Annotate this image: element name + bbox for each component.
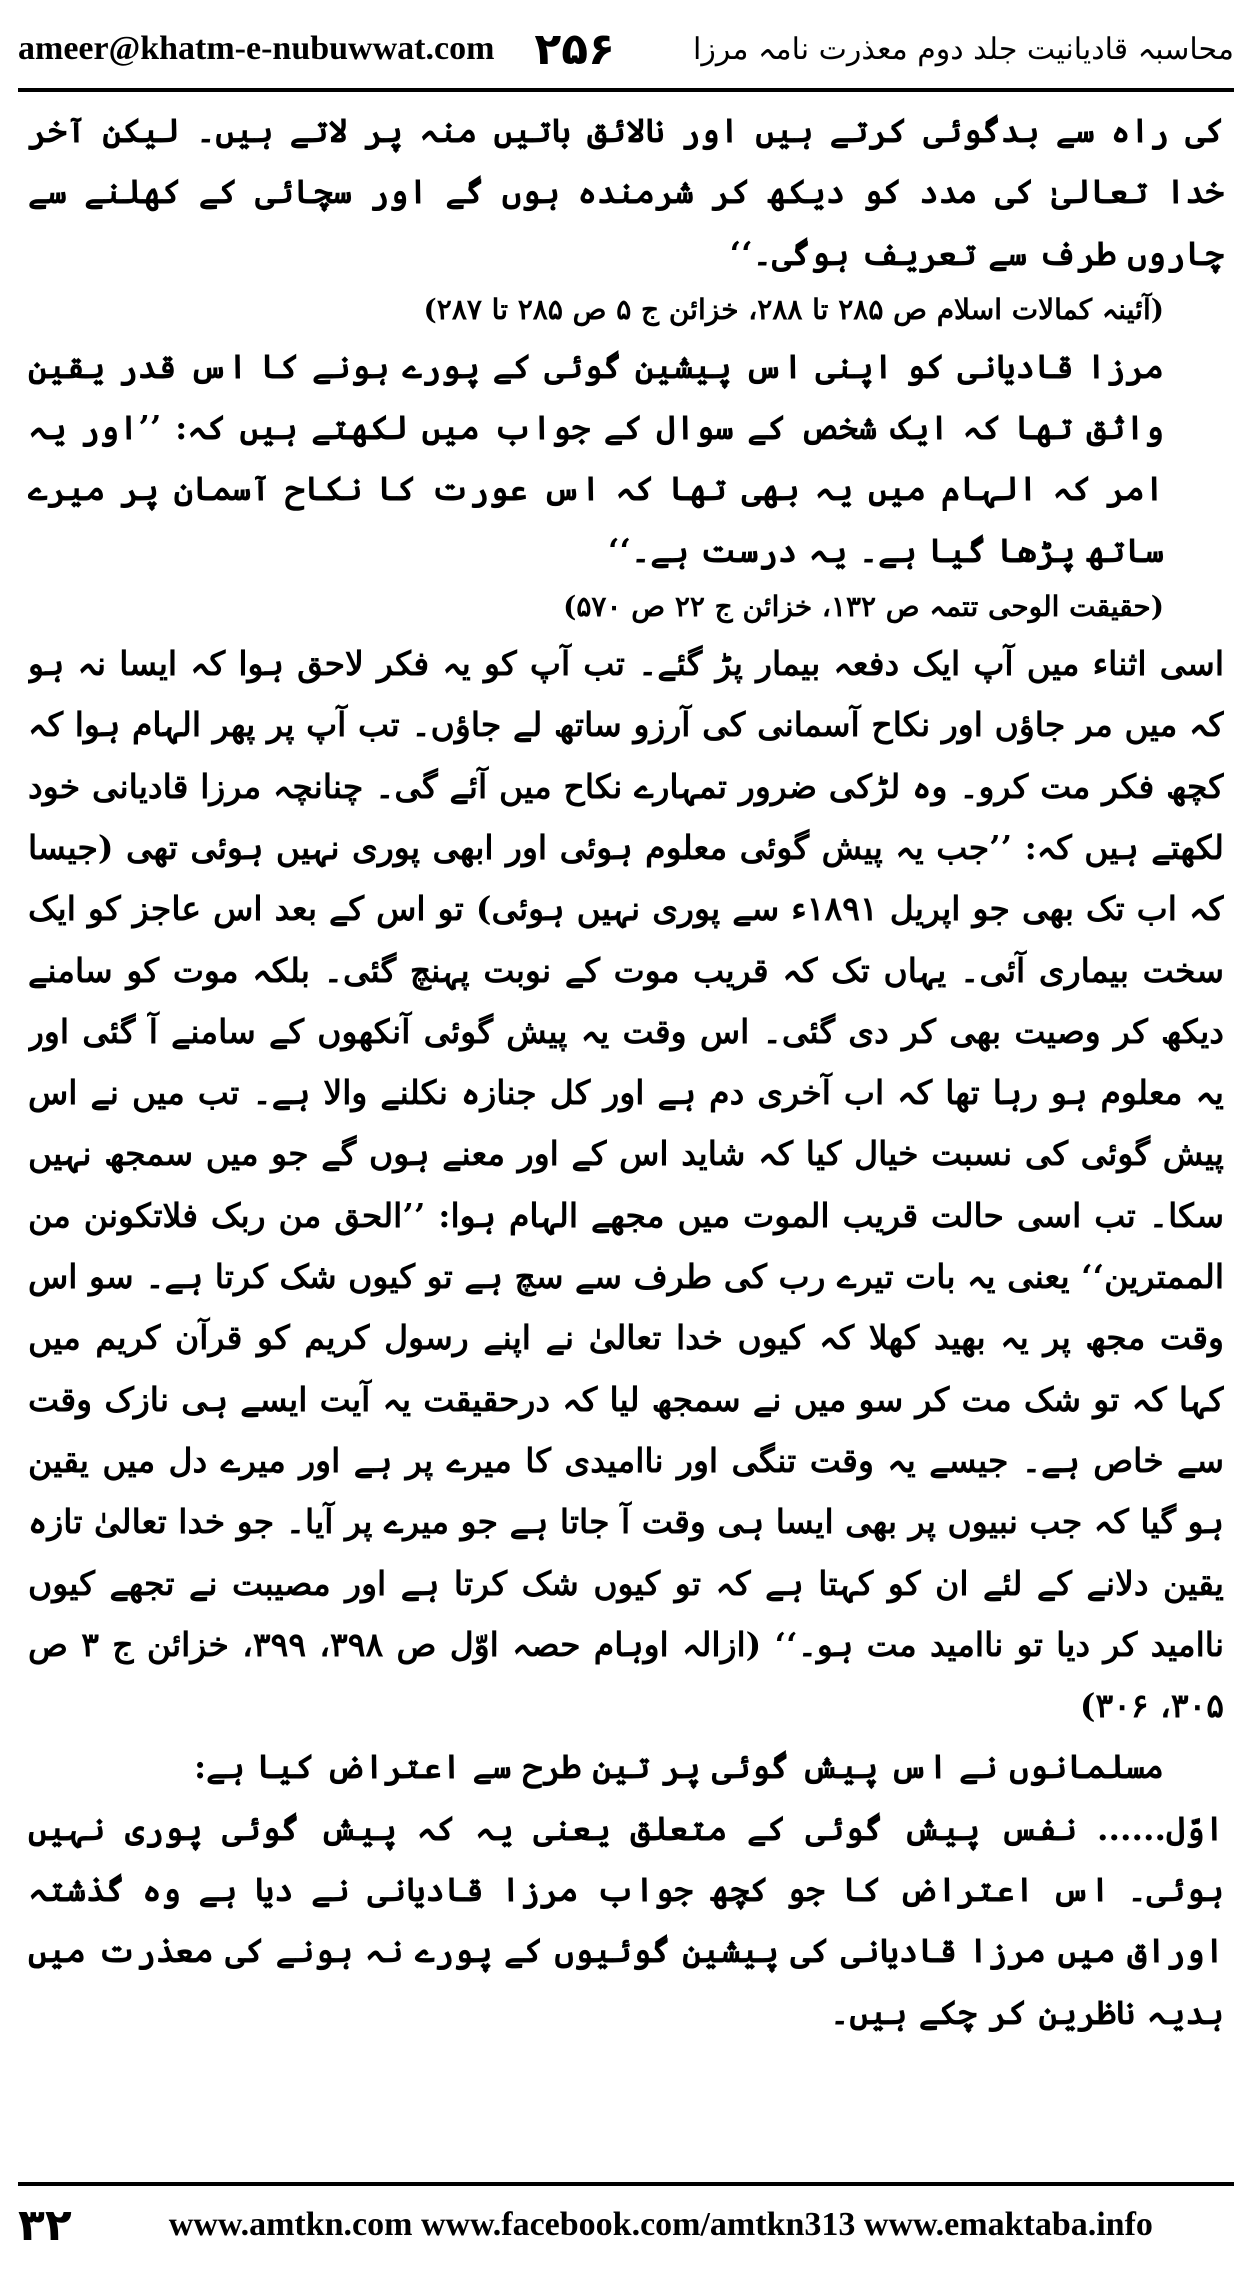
- reference-citation: (حقیقت الوحی تتمہ ص ۱۳۲، خزائن ج ۲۲ ص ۵۷۰): [563, 590, 1164, 624]
- book-title: محاسبہ قادیانیت جلد دوم معذرت نامہ مرزا: [693, 31, 1234, 67]
- signature-number: ۳۲: [18, 2199, 72, 2251]
- header-divider: [18, 88, 1234, 92]
- page-header: [18, 14, 1234, 84]
- paragraph-illness: اسی اثناء میں آپ ایک دفعہ بیمار پڑ گئے۔ تب آپ کو یہ فکر لاحق ہوا کہ ایسا نہ ہو کہ میں مر جاؤں اور نکاح آسمانی کی آرزو ساتھ لے جاؤں۔ تب آپ پر پھر الہام ہوا کہ کچھ فکر مت کرو۔ وہ لڑکی ضرور تمہارے نکاح میں آئے گی۔ چنانچہ مرزا قادیانی خود لکھتے ہیں کہ: ’’جب یہ پیش گوئی معلوم ہوئی اور ابھی پوری نہیں ہوئی تھی (جیسا کہ اب تک بھی جو اپریل ۱۸۹۱ء سے پوری نہیں ہوئی) تو اس کے بعد اس عاجز کو ایک سخت بیماری آئی۔ یہاں تک کہ قریب موت کے نوبت پہنچ گئی۔ بلکہ موت کو سامنے دیکھ کر وصیت بھی کر دی گئی۔ اس وقت یہ پیش گوئی آنکھوں کے سامنے آ گئی اور یہ معلوم ہو رہا تھا کہ اب آخری دم ہے اور کل جنازہ نکلنے والا ہے۔ تب میں نے اس پیش گوئی کی نسبت خیال کیا کہ شاید اس کے اور معنے ہوں گے جو میں سمجھ نہیں سکا۔ تب اسی حالت قریب الموت میں مجھے الہام ہوا: ’’الحق من ربک فلاتکونن من الممترین‘‘ یعنی یہ بات تیرے رب کی طرف سے سچ ہے تو کیوں شک کرتا ہے۔ سو اس وقت مجھ پر یہ بھید کھلا کہ کیوں خدا تعالیٰ نے اپنے رسول کریم کو قرآن کریم میں کہا کہ تو شک مت کر سو میں نے سمجھ لیا کہ درحقیقت یہ آیت ایسے ہی نازک وقت سے خاص ہے۔ جیسے یہ وقت تنگی اور ناامیدی کا میرے پر ہے اور میرے دل میں یقین ہو گیا کہ جب نبیوں پر بھی ایسا ہی وقت آ جاتا ہے جو میرے پر آیا۔ جو خدا تعالیٰ تازہ یقین دلانے کے لئے ان کو کہتا ہے کہ تو کیوں شک کرتا ہے اور مصیبت نے تجھے کیوں ناامید کر دیا تو ناامید مت ہو۔‘‘ (ازالہ اوہام حصہ اوّل ص ۳۹۸، ۳۹۹، خزائن ج ۳ ص ۳۰۵، ۳۰۶): [28, 644, 1224, 1726]
- header-email: ameer@khatm-e-nubuwwat.com: [18, 30, 495, 67]
- paragraph-first-objection: اوّل...... نفس پیش گوئی کے متعلق یعنی یہ کہ پیش گوئی پوری نہیں ہوئی۔ اس اعتراض کا جو کچھ جواب مرزا قادیانی نے دیا ہے وہ گذشتہ اوراق میں مرزا قادیانی کی پیشین گوئیوں کے پورے نہ ہونے کی معذرت میں ہدیہ ناظرین کر چکے ہیں۔: [28, 1808, 1224, 2032]
- paragraph-objections: مسلمانوں نے اس پیش گوئی پر تین طرح سے اعتراض کیا ہے:: [193, 1747, 1164, 1787]
- page-body: [28, 100, 1224, 2170]
- page-number: ۲۵۶: [534, 23, 615, 75]
- reference-citation: (آئینہ کمالات اسلام ص ۲۸۵ تا ۲۸۸، خزائن ج ۵ ص ۲۸۵ تا ۲۸۷): [423, 292, 1164, 326]
- page-footer: [18, 2182, 1234, 2266]
- footer-links: www.amtkn.com www.facebook.com/amtkn313 www.emaktaba.info: [168, 2206, 1153, 2243]
- paragraph-certainty: مرزا قادیانی کو اپنی اس پیشین گوئی کے پورے ہونے کا اس قدر یقین واثق تھا کہ ایک شخص کے سوال کے جواب میں لکھتے ہیں کہ: ’’اور یہ امر کہ الہام میں یہ بھی تھا کہ اس عورت کا نکاح آسمان پر میرے ساتھ پڑھا گیا ہے۔ یہ درست ہے۔‘‘: [28, 346, 1164, 570]
- paragraph-quote-end: کی راہ سے بدگوئی کرتے ہیں اور نالائق باتیں منہ پر لاتے ہیں۔ لیکن آخر خدا تعالیٰ کی مدد کو دیکھ کر شرمندہ ہوں گے اور سچائی کے کھلنے سے چاروں طرف سے تعریف ہوگی۔‘‘: [28, 111, 1224, 273]
